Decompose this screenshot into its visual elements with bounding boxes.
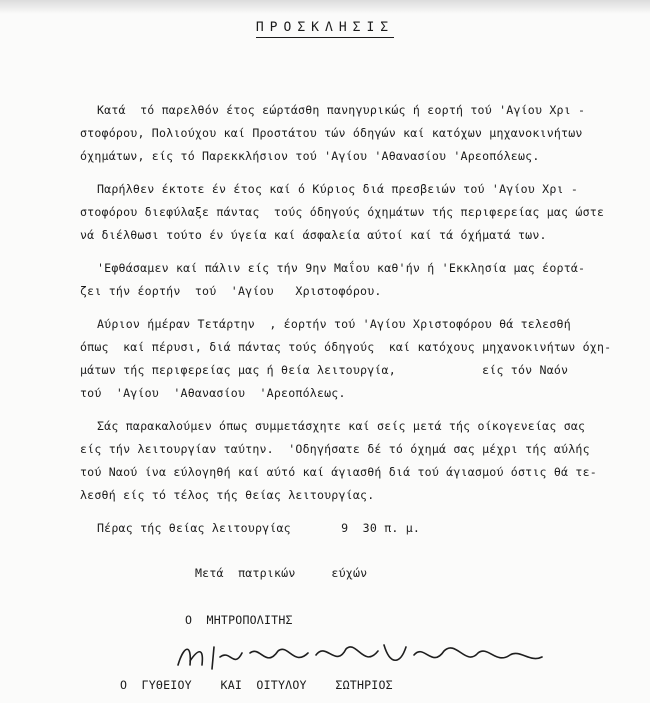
body-line-10: όπως καί πέρυσι, διά πάντας τούς όδηγούς καί κατόχους μηχανοκινήτων όχη- (80, 340, 612, 354)
body-line-16: λεσθή είς τό τέλος τής θείας λειτουργίας. (80, 488, 375, 502)
title-text: ΠΡΟΣΚΛΗΣΙΣ (256, 20, 394, 38)
body-line-14: είς τήν λειτουργίαν ταύτην. 'Οδηγήσατε δέ τό όχημά σας μέχρι τής αύλής (80, 442, 590, 456)
body-line-15: τού Ναού ίνα εύλογηθή καί αύτό καί άγιασθή διά τού άγιασμού όστις θά τε- (80, 465, 597, 479)
body-line-1: Κατά τό παρελθόν έτος εώρτάσθη πανηγυρικώς ή εορτή τού 'Αγίου Χρι - (97, 103, 586, 117)
body-line-8: ζει τήν έορτήν τού 'Αγίου Χριστοφόρου. (80, 284, 382, 298)
handwritten-signature (170, 635, 570, 675)
closing-greeting: Μετά πατρικών εύχών (195, 566, 368, 580)
signatory-see: Ο ΓΥΘΕΙΟΥ ΚΑΙ ΟΙΤΥΛΟΥ ΣΩΤΗΡΙΟΣ (120, 678, 393, 692)
body-line-6: νά διέλθωσι τούτο έν ύγεία καί άσφαλεία αύτοί καί τά όχήματά των. (80, 228, 547, 242)
document-title (0, 20, 650, 35)
signatory-title: Ο ΜΗΤΡΟΠΟΛΙΤΗΣ (185, 613, 293, 627)
body-line-5: στοφόρου διεφύλαξε πάντας τούς όδηγούς όχημάτων τής περιφερείας μας ώστε (80, 205, 605, 219)
body-line-13: Σάς παρακαλούμεν όπως συμμετάσχητε καί σείς μετά τής οίκογενείας σας (97, 419, 586, 433)
body-line-3: όχημάτων, είς τό Παρεκκλήσιον τού 'Αγίου 'Αθανασίου 'Αρεοπόλεως. (80, 149, 540, 163)
body-line-11: μάτων τής περιφερείας μας ή θεία λειτουργία, είς τόν Ναόν (80, 363, 569, 377)
scan-shadow (0, 0, 650, 14)
body-line-2: στοφόρου, Πολιούχου καί Προστάτου τών όδηγών καί κατόχων μηχανοκινήτων (80, 126, 583, 140)
body-line-12: τού 'Αγίου 'Αθανασίου 'Αρεοπόλεως. (80, 386, 346, 400)
service-time-line: Πέρας τής θείας λειτουργίας 9 30 π. μ. (97, 521, 421, 535)
body-line-9: Αύριον ήμέραν Τετάρτην , έορτήν τού 'Αγίου Χριστοφόρου θά τελεσθή (97, 317, 571, 331)
body-line-7: 'Εφθάσαμεν καί πάλιν είς τήν 9ην Μαΐου καθ'ήν ή 'Εκκλησία μας έορτά- (97, 261, 586, 275)
body-line-4: Παρήλθεν έκτοτε έν έτος καί ό Κύριος διά πρεσβειών τού 'Αγίου Χρι - (97, 182, 579, 196)
